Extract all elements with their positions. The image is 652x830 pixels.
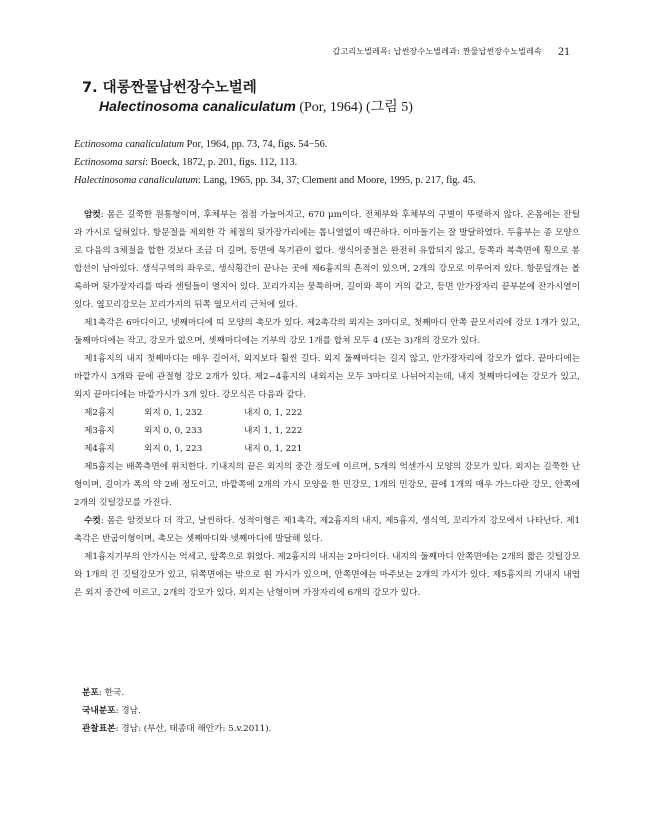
synonym-entry xyxy=(74,172,574,190)
leg5-paragraph: 제5흉지는 배쪽측면에 위치한다. 기내지의 끝은 외지의 중간 정도에 이르며, 5개의 억센가시 모양의 강모가 있다. 외지는 길쭉한 난형이며, 길이가 폭의 약 2배 정도이고, 바깥쪽에 2개의 가시 모양을 한 민강모, 1개의 민강모, 끝에 1개의 매우 가느다란 강모, 안쪽에 2개의 깃털강모를 가진다. xyxy=(74,462,580,508)
species-title xyxy=(82,79,582,117)
female-label: 암컷 xyxy=(84,210,101,220)
table-row xyxy=(74,404,580,422)
male-description xyxy=(74,512,580,548)
species-korean-title xyxy=(82,79,582,97)
examined-specimens-label: 관찰표본 xyxy=(82,724,116,734)
synonym-entry xyxy=(74,136,574,154)
distribution-label: 분포 xyxy=(82,688,99,698)
running-head: 갑고리노벌레목: 납썬장수노벌레과: 짠물납썬장수노벌레속 xyxy=(332,47,542,56)
male-legs-paragraph: 제1흉지기부의 안가시는 억세고, 앞쪽으로 휘었다. 제2흉지의 내지는 2마디이다. 내지의 둘째마디 안쪽면에는 2개의 짧은 깃털강모와 1개의 긴 깃털강모가 있고, 뒤쪽면에는 밖으로 휜 가시가 있으며, 안쪽면에는 마주보는 2개의 가시가 있다. 제5흉지의 기내지 내엽은 외지 중간에 이르고, 2개의 강모가 있다. 외지는 난형이며 가장자리에 6개의 강모가 있다. xyxy=(74,552,580,598)
examined-specimens-line xyxy=(82,720,582,738)
synonym-name: Ectinosoma canaliculatum xyxy=(74,139,185,150)
distribution-section xyxy=(82,684,582,738)
setal-formula-table xyxy=(74,404,580,458)
leg-name: 제3흉지 xyxy=(84,426,115,436)
female-paragraph: : 몸은 길쭉한 원통형이며, 후체부는 점점 가늘어지고, 670 μm이다. 전체부와 후체부의 구별이 뚜렷하지 않다. 온몸에는 잔털과 가시로 덮혀있다. 항문절을 제외한 각 체절의 뒷가장가리에는 톱니열없이 매끈하다. 이마돌기는 잘 발달하였다. 두흉부는 종 모양으로 다음의 3체절을 합한 것보다 조금 더 길며, 등면에 목기관이 없다. 생식이중절은 완전히 유합되지 않고, 등쪽과 복측면에 횡으로 봉합선이 남아있다. 생식구역의 좌우로, 생식횡간이 끝나는 곳에 제6흉지의 흔적이 있으며, 2개의 강모로 이루어져 있다. 항문덮개는 볼록하며 뒷가장자리를 따라 센털들이 열지어 있다. 꼬리가지는 뭉툭하며, 길이와 폭이 거의 같고, 등면 안가장자리 끝부분에 잔가시열이 있다. 옆꼬리강모는 꼬리가지의 뒤쪽 옆모서리 근처에 있다. xyxy=(74,210,580,310)
synonym-entry xyxy=(74,154,574,172)
antenna-paragraph: 제1촉각은 6마디이고, 넷째마디에 띠 모양의 촉모가 있다. 제2촉각의 외지는 3마디로, 첫째마디 안쪽 끝모서리에 강모 1개가 있고, 둘째마디에는 작고, 강모가 없으며, 셋째마디에는 기부의 강모 1개를 합쳐 모두 4 (또는 3)개의 강모가 있다. xyxy=(74,318,580,346)
male-paragraph: : 몸은 암컷보다 더 작고, 날씬하다. 성적이형은 제1촉각, 제2흉지의 내지, 제5흉지, 생식역, 꼬리가지 강모에서 나타난다. 제1촉각은 반굽이형이며, 촉모는 셋째마디와 넷째마디에 발달해 있다. xyxy=(74,516,580,544)
distribution-line xyxy=(82,684,582,702)
male-label: 수컷 xyxy=(84,516,101,526)
synonym-reference: Por, 1964, pp. 73, 74, figs. 54−56. xyxy=(184,139,328,150)
endopod-formula: 내지 0, 1, 222 xyxy=(244,408,303,418)
table-row xyxy=(74,422,580,440)
species-korean-name: 대롱짠물납썬장수노벌레 xyxy=(102,80,257,96)
species-scientific-title xyxy=(99,97,582,117)
synonym-reference: : Lang, 1965, pp. 34, 37; Clement and Moore, 1995, p. 217, fig. 45. xyxy=(197,175,476,186)
exopod-formula: 외지 0, 1, 223 xyxy=(144,444,203,454)
table-row xyxy=(74,440,580,458)
exopod-formula: 외지 0, 1, 232 xyxy=(144,408,203,418)
page-number: 21 xyxy=(558,44,570,58)
species-scientific-name: Halectinosoma canaliculatum xyxy=(99,98,296,114)
female-description xyxy=(74,206,580,314)
distribution-value: : 한국. xyxy=(98,688,125,698)
domestic-distribution-value: : 경남. xyxy=(115,706,141,716)
endopod-formula: 내지 0, 1, 221 xyxy=(244,444,303,454)
synonym-name: Ectinosoma sarsi xyxy=(74,157,146,168)
exopod-formula: 외지 0, 0, 233 xyxy=(144,426,203,436)
endopod-formula: 내지 1, 1, 222 xyxy=(244,426,303,436)
leg1-paragraph: 제1흉지의 내지 첫째마디는 매우 길어서, 외지보다 훨씬 길다. 외지 둘째마디는 길지 않고, 안가장자리에 강모가 없다. 끝마디에는 바깥가시 3개와 끝에 관절형 강모 2개가 있다. 제2~4흉지의 내외지는 모두 3마디로 나뉘어지는데, 내지 첫째마디에는 강모가 있고, 외지 끝마디에는 바깥가시가 3개 있다. 강모식은 다음과 같다. xyxy=(74,354,580,400)
examined-specimens-value: : 경남: (부산, 태종대 해안가: 5.v.2011). xyxy=(115,724,272,734)
leg-name: 제4흉지 xyxy=(84,444,115,454)
synonymy-list xyxy=(74,136,574,190)
domestic-distribution-label: 국내분포 xyxy=(82,706,116,716)
synonym-name: Halectinosoma canaliculatum xyxy=(74,175,198,186)
leg-name: 제2흉지 xyxy=(84,408,115,418)
species-authority: (Por, 1964) (그림 5) xyxy=(299,100,413,115)
page-header xyxy=(0,46,652,60)
description-body xyxy=(74,206,580,602)
species-number: 7. xyxy=(82,80,98,96)
synonym-reference: : Boeck, 1872, p. 201, figs. 112, 113. xyxy=(145,157,298,168)
domestic-distribution-line xyxy=(82,702,582,720)
